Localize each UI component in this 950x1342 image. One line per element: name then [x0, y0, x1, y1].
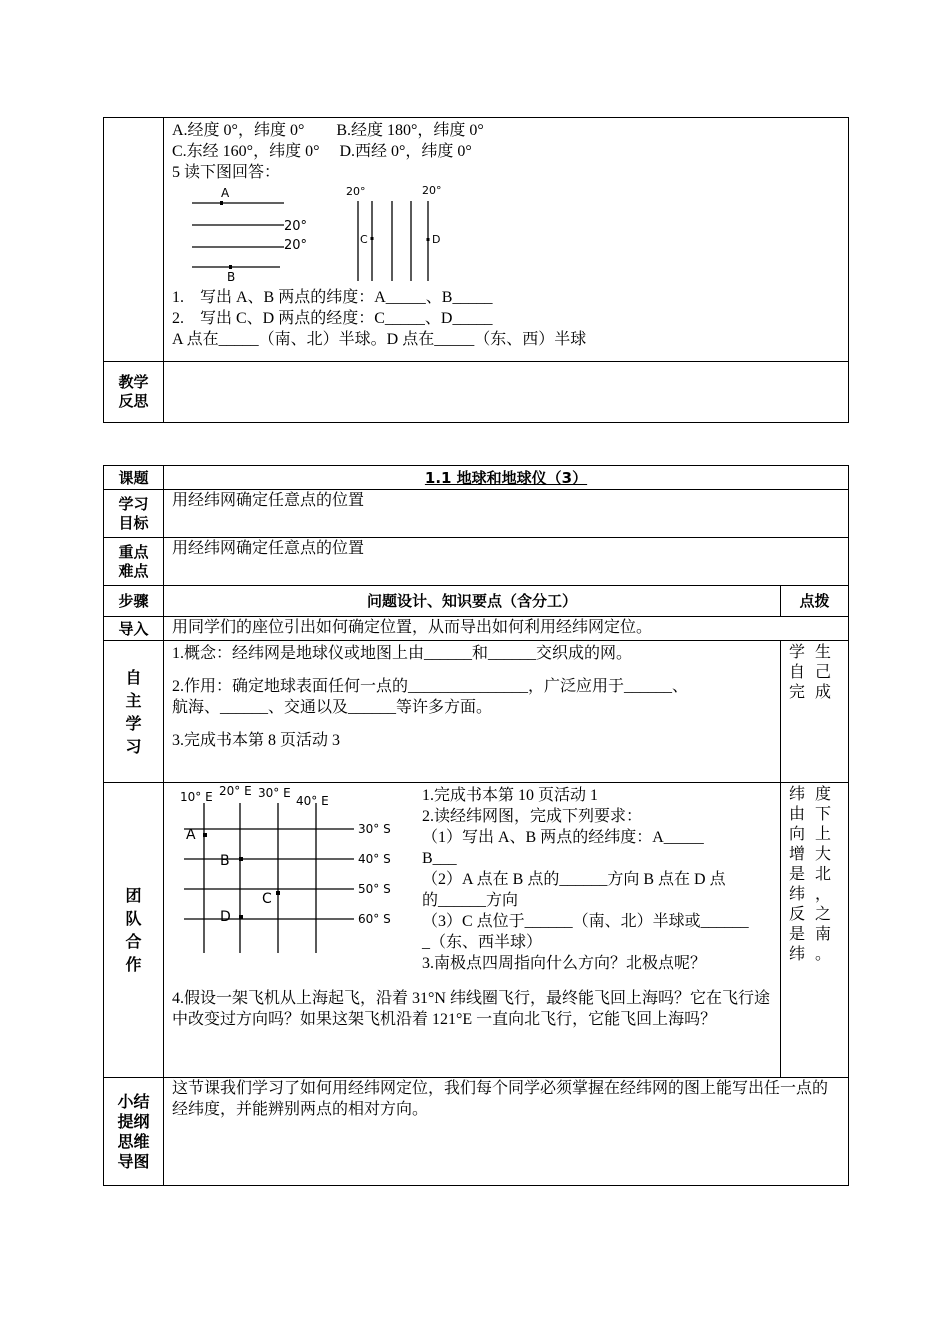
- summary-label: 小结 提纲 思维 导图: [104, 1078, 164, 1186]
- grid-point-a: [203, 833, 207, 837]
- grid-label-c: C: [262, 891, 272, 907]
- intro-text: 用同学们的座位引出如何确定位置，从而导出如何利用经纬网定位。: [164, 617, 849, 641]
- team-work-tip: 纬度由下向上增大是北纬，反之是南纬。: [781, 783, 849, 1078]
- key-points-label: 重点 难点: [104, 538, 164, 586]
- question-4: 4.假设一架飞机从上海起飞，沿着 31°N 纬线圈飞行，最终能飞回上海吗？它在飞行途中改变过方向吗？如果这架飞机沿着 121°E 一直向北飞行，它能飞回上海吗？: [172, 990, 770, 1028]
- key-points-text: 用经纬网确定任意点的位置: [164, 538, 849, 586]
- goal-text: 用经纬网确定任意点的位置: [164, 490, 849, 538]
- answer-line-3: A 点在_____（南、北）半球。D 点在_____（东、西）半球: [172, 331, 587, 348]
- lat-lon-grid-figure: [172, 785, 420, 955]
- lesson-table-continued: [103, 117, 849, 423]
- reflection-content: [164, 362, 849, 423]
- concept-line: 1.概念：经纬网是地球仪或地图上由______和______交织成的网。: [172, 645, 633, 662]
- team-questions: 1.完成书本第 10 页活动 1 2.读经纬网图，完成下列要求： （1）写出 A、B 两点的经纬度：A_____ B___ （2）A 点在 B 点的______方向 B 点在 D 点 的______方向 （3）C 点位于______（南、北）半球或______ _（东、西半球） 3.南极点四周指向什么方向？北极点呢？: [422, 787, 749, 972]
- intro-label: 导入: [104, 617, 164, 641]
- topic-title: 1.1 地球和地球仪（3）: [164, 466, 849, 490]
- longitude-lines-figure: [358, 201, 428, 281]
- function-line-1: 2.作用：确定地球表面任何一点的_______________，广泛应用于______、: [172, 678, 689, 695]
- lat-label-30s: 30° S: [358, 822, 391, 836]
- point-a-label: A: [221, 186, 230, 200]
- self-study-label: 自 主 学 习: [104, 641, 164, 783]
- team-work-content: [164, 783, 781, 1078]
- function-line-2: 航海、______、交通以及______等许多方面。: [172, 699, 493, 716]
- latitude-label-1: 20°: [284, 219, 308, 234]
- point-c-label: C: [360, 233, 368, 246]
- question-5-title: 5 读下图回答：: [172, 164, 281, 181]
- grid-point-d: [239, 915, 243, 919]
- answer-line-1: 1. 写出 A、B 两点的纬度：A_____、B_____: [172, 289, 493, 306]
- design-header: 问题设计、知识要点（含分工）: [164, 586, 781, 617]
- self-study-tip: 学生自己完成: [781, 641, 849, 783]
- latitude-lines-figure: [192, 203, 284, 267]
- lon-label-20e: 20° E: [219, 785, 252, 798]
- lon-label-10e: 10° E: [180, 790, 213, 804]
- longitude-label-right: 20°: [422, 184, 442, 197]
- option-line-1: A.经度 0°，纬度 0° B.经度 180°，纬度 0°: [172, 122, 484, 139]
- summary-text: 这节课我们学习了如何用经纬网定位，我们每个同学必须掌握在经纬网的图上能写出任一点的经纬度，并能辨别两点的相对方向。: [164, 1078, 849, 1186]
- reflection-label: 教学 反思: [104, 362, 164, 423]
- point-a-marker: [220, 201, 223, 205]
- steps-header: 步骤: [104, 586, 164, 617]
- activity-line: 3.完成书本第 8 页活动 3: [172, 732, 341, 749]
- goal-label: 学习 目标: [104, 490, 164, 538]
- question-cell: [164, 118, 849, 362]
- latitude-label-2: 20°: [284, 238, 308, 253]
- point-d-label: D: [432, 233, 441, 246]
- lon-label-30e: 30° E: [258, 786, 291, 800]
- option-line-2: C.东经 160°，纬度 0° D.西经 0°，纬度 0°: [172, 143, 472, 160]
- point-c-marker: [371, 237, 374, 240]
- answer-line-2: 2. 写出 C、D 两点的经度：C_____、D_____: [172, 310, 493, 327]
- point-d-marker: [427, 238, 430, 241]
- lat-label-60s: 60° S: [358, 912, 391, 926]
- tips-header: 点拨: [781, 586, 849, 617]
- point-b-label: B: [227, 270, 236, 284]
- lat-label-40s: 40° S: [358, 852, 391, 866]
- self-study-content: [164, 641, 781, 783]
- grid-label-a: A: [186, 827, 196, 843]
- topic-label: 课题: [104, 466, 164, 490]
- grid-point-c: [276, 891, 280, 895]
- grid-point-b: [239, 857, 243, 861]
- lon-label-40e: 40° E: [296, 794, 329, 808]
- longitude-label-left: 20°: [346, 185, 366, 198]
- grid-label-b: B: [220, 853, 230, 869]
- lesson-plan-table: [103, 465, 849, 1186]
- grid-meridians: [204, 803, 316, 953]
- latitude-longitude-figure: [172, 183, 472, 287]
- team-work-label: 团 队 合 作: [104, 783, 164, 1078]
- lat-label-50s: 50° S: [358, 882, 391, 896]
- point-b-marker: [229, 265, 232, 269]
- empty-label-cell: [104, 118, 164, 362]
- grid-label-d: D: [220, 909, 231, 925]
